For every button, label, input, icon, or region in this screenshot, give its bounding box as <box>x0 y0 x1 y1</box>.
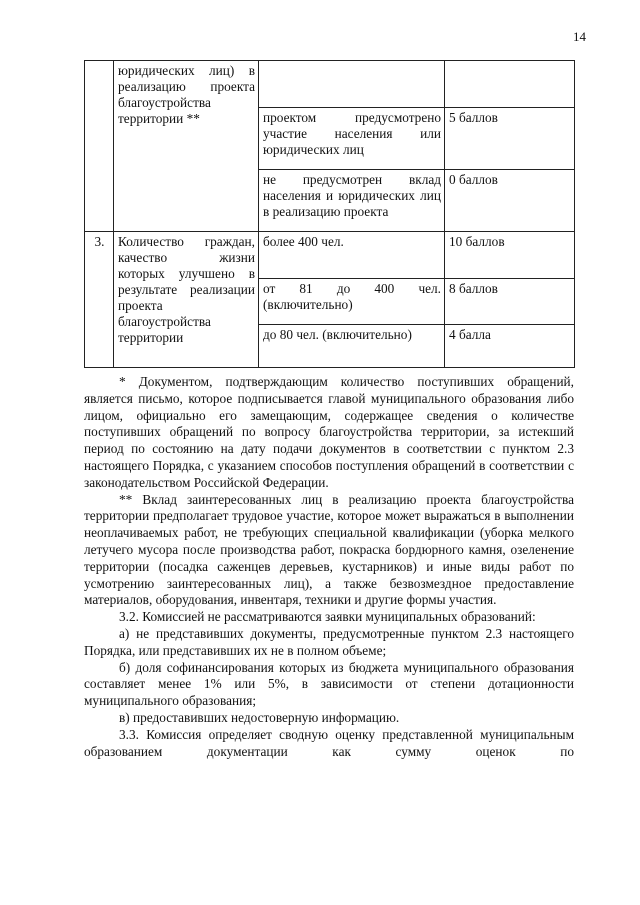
criterion-cell: Количество граждан, качество жизни которых улучшено в результате реализации проекта благоустройства территории <box>114 232 259 368</box>
condition-cell: от 81 до 400 чел. (включительно) <box>259 279 445 325</box>
score-cell: 8 баллов <box>445 279 575 325</box>
score-cell: 10 баллов <box>445 232 575 279</box>
list-item-a: а) не представивших документы, предусмотренные пунктом 2.3 настоящего Порядка, или представивших их не в полном объеме; <box>84 625 574 658</box>
criterion-cell: юридических лиц) в реализацию проекта благоустройства территории ** <box>114 61 259 232</box>
table-row <box>85 61 575 108</box>
condition-cell: до 80 чел. (включительно) <box>259 325 445 368</box>
condition-cell <box>259 61 445 108</box>
list-item-b: б) доля софинансирования которых из бюджета муниципального образования составляет менее 1% или 5%, в зависимости от степени дотационности муниципального образования; <box>84 659 574 709</box>
page-number: 14 <box>573 29 586 44</box>
list-item-v: в) предоставивших недостоверную информацию. <box>119 709 400 725</box>
score-cell: 0 баллов <box>445 170 575 232</box>
paragraph-3-3: 3.3. Комиссия определяет сводную оценку представленной муниципальным образованием документации как сумму оценок по <box>84 726 574 759</box>
score-cell: 4 балла <box>445 325 575 368</box>
paragraph-3-2: 3.2. Комиссией не рассматриваются заявки муниципальных образований: <box>119 609 536 625</box>
criteria-table <box>84 60 575 368</box>
body-text <box>84 374 574 760</box>
table-row <box>85 232 575 279</box>
condition-cell: более 400 чел. <box>259 232 445 279</box>
score-cell: 5 баллов <box>445 108 575 170</box>
row-number-cell: 3. <box>85 232 114 368</box>
score-cell <box>445 61 575 108</box>
row-number-cell <box>85 61 114 232</box>
footnote-double-asterisk: ** Вклад заинтересованных лиц в реализацию проекта благоустройства территории предполагает трудовое участие, которое может выражаться в выполнении неоплачиваемых работ, не требующих специальной квалификации (уборка мелкого летучего мусора после производства работ, покраска бордюрного камня, озеленение территории (посадка саженцев деревьев, кустарников) и иные виды работ по усмотрению заинтересованных лиц), а также безвозмездное предоставление материалов, оборудования, инвентаря, техники и другие формы участия. <box>84 491 574 608</box>
footnote-single-asterisk: * Документом, подтверждающим количество поступивших обращений, является письмо, которое подписывается главой муниципального образования либо лицом, официально его замещающим, содержащее сведения о количестве поступивших обращений по вопросу благоустройства территории, за истекший период по состоянию на дату подачи документов в соответствии с пунктом 2.3 настоящего Порядка, с указанием способов поступления обращений в соответствии с законодательством Российской Федерации. <box>84 374 574 490</box>
condition-cell: не предусмотрен вклад населения и юридических лиц в реализацию проекта <box>259 170 445 232</box>
condition-cell: проектом предусмотрено участие населения или юридических лиц <box>259 108 445 170</box>
